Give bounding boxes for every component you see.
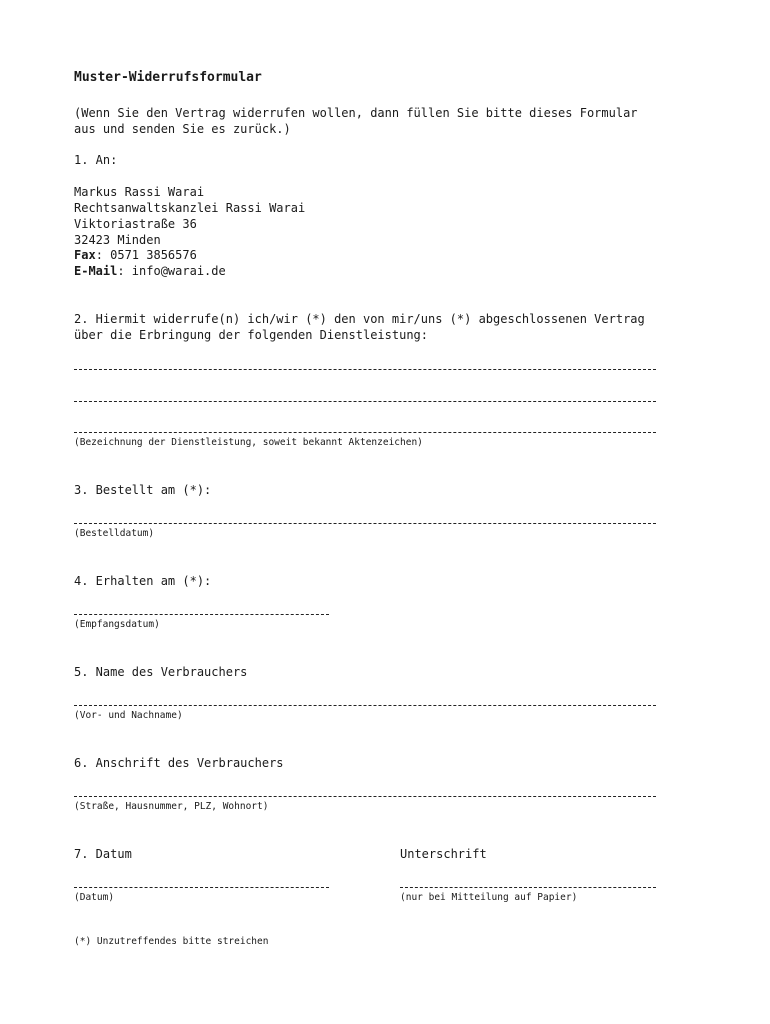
email-value: : info@warai.de (117, 264, 226, 278)
service-caption: (Bezeichnung der Dienstleistung, soweit bekannt Aktenzeichen) (74, 437, 423, 448)
section-6-heading: 6. Anschrift des Verbrauchers (74, 756, 284, 770)
recipient-email (74, 263, 226, 279)
consumer-name-caption: (Vor- und Nachname) (74, 710, 183, 721)
recipient-street: Viktoriastraße 36 (74, 217, 197, 231)
service-fill-line-2 (74, 401, 656, 402)
date-fill-line (74, 887, 329, 888)
consumer-address-fill-line (74, 796, 656, 797)
service-fill-line-1 (74, 369, 656, 370)
section-4-heading: 4. Erhalten am (*): (74, 574, 212, 588)
order-date-caption: (Bestelldatum) (74, 528, 155, 539)
recipient-firm: Rechtsanwaltskanzlei Rassi Warai (74, 201, 306, 215)
recipient-name: Markus Rassi Warai (74, 185, 205, 199)
section-3-heading: 3. Bestellt am (*): (74, 483, 212, 497)
signature-fill-line (400, 887, 656, 888)
intro-line-1: (Wenn Sie den Vertrag widerrufen wollen, dann füllen Sie bitte dieses Formular (74, 106, 638, 120)
consumer-name-fill-line (74, 705, 656, 706)
footnote: (*) Unzutreffendes bitte streichen (74, 936, 269, 947)
recipient-fax (74, 247, 197, 263)
receipt-date-fill-line (74, 614, 329, 615)
email-label: E-Mail (74, 264, 118, 278)
section-5-heading: 5. Name des Verbrauchers (74, 665, 248, 679)
order-date-fill-line (74, 523, 656, 524)
section-2-line-1: 2. Hiermit widerrufe(n) ich/wir (*) den von mir/uns (*) abgeschlossenen Vertrag (74, 312, 645, 326)
date-caption: (Datum) (74, 892, 115, 903)
fax-label: Fax (74, 248, 96, 262)
section-2-line-2: über die Erbringung der folgenden Dienstleistung: (74, 328, 429, 342)
signature-caption: (nur bei Mitteilung auf Papier) (400, 892, 578, 903)
form-title: Muster-Widerrufsformular (74, 70, 262, 85)
receipt-date-caption: (Empfangsdatum) (74, 619, 160, 630)
service-fill-line-3 (74, 432, 656, 433)
recipient-city: 32423 Minden (74, 233, 161, 247)
intro-line-2: aus und senden Sie es zurück.) (74, 122, 291, 136)
section-7-signature-heading: Unterschrift (400, 847, 487, 861)
section-7-date-heading: 7. Datum (74, 847, 132, 861)
consumer-address-caption: (Straße, Hausnummer, PLZ, Wohnort) (74, 801, 269, 812)
section-1-heading: 1. An: (74, 153, 118, 167)
fax-value: : 0571 3856576 (95, 248, 197, 262)
